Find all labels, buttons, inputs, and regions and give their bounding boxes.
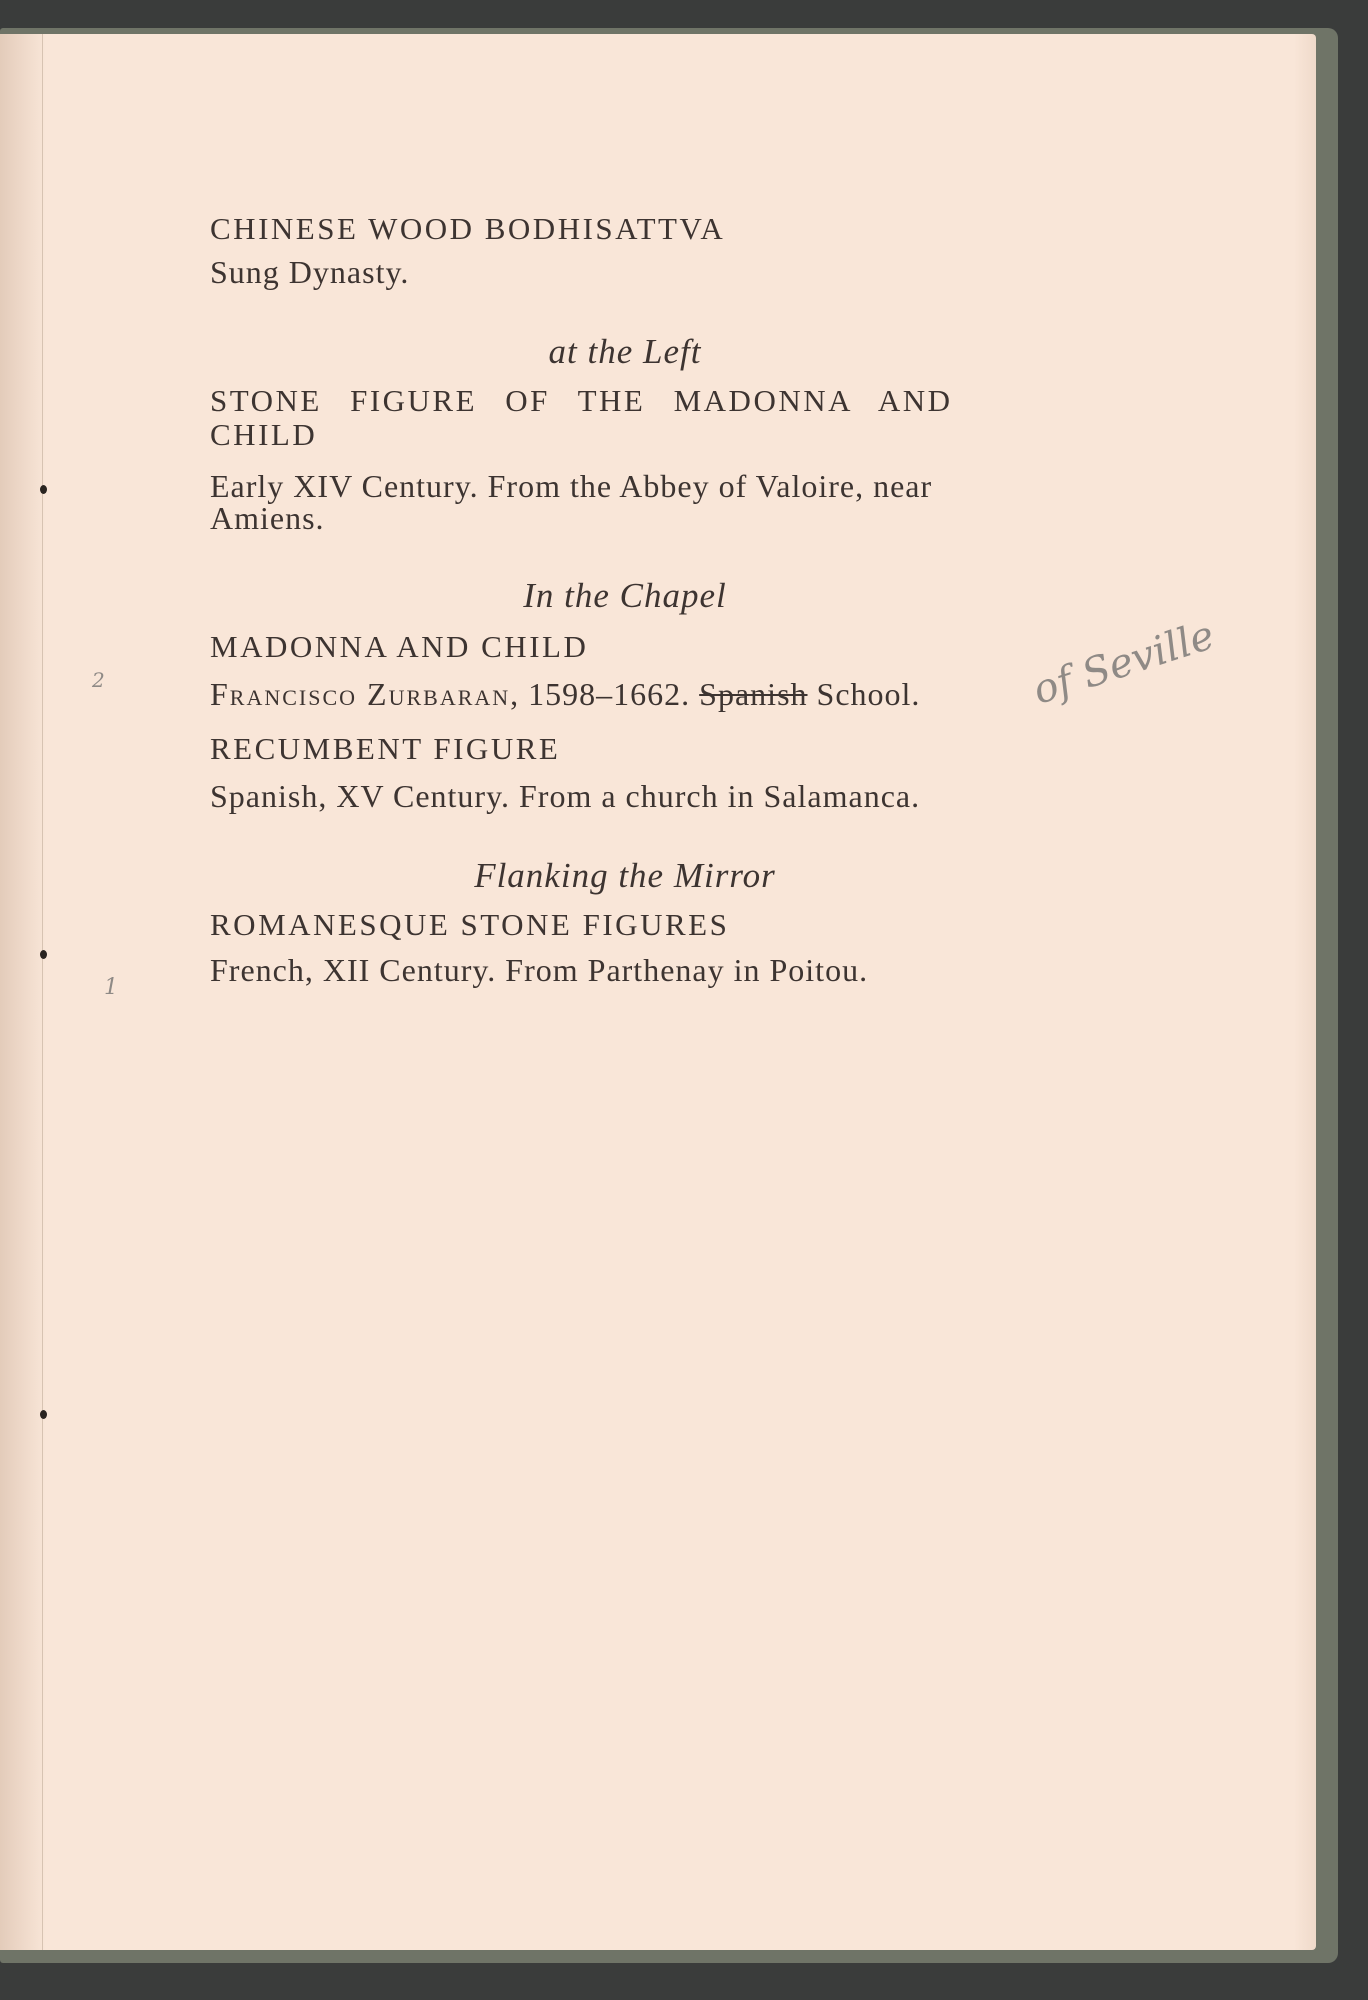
item-description: Spanish, XV Century. From a church in Salamanca. (210, 778, 921, 814)
page-gutter (0, 34, 43, 1950)
artist-dates: , 1598–1662. (510, 676, 700, 712)
section-heading: at the Left (548, 332, 702, 371)
item-description: Early XIV Century. From the Abbey of Valoire, near Amiens. (210, 468, 933, 536)
margin-number-1: 1 (104, 975, 118, 1000)
item-title: CHINESE WOOD BODHISATTVA (210, 211, 726, 246)
handwritten-annotation: of Seville (1027, 612, 1220, 714)
section-heading: Flanking the Mirror (474, 856, 776, 895)
item-title: ROMANESQUE STONE FIGURES (210, 907, 730, 942)
binding-stitch (40, 950, 47, 959)
item-description (210, 678, 1040, 710)
catalog-content (210, 212, 1040, 986)
item-title: STONE FIGURE OF THE MADONNA AND CHILD (210, 383, 953, 452)
margin-number-2: 2 (92, 668, 105, 692)
binding-stitch (40, 1410, 47, 1419)
artist-name: Francisco Zurbaran (210, 676, 511, 712)
section-heading: In the Chapel (523, 576, 727, 615)
item-description: Sung Dynasty. (210, 254, 410, 290)
binding-stitch (40, 485, 47, 494)
item-title: RECUMBENT FIGURE (210, 731, 561, 766)
item-title: MADONNA AND CHILD (210, 629, 589, 664)
item-description: French, XII Century. From Parthenay in Poitou. (210, 952, 869, 988)
struck-word: Spanish (699, 676, 808, 712)
school-label: School. (807, 676, 921, 712)
